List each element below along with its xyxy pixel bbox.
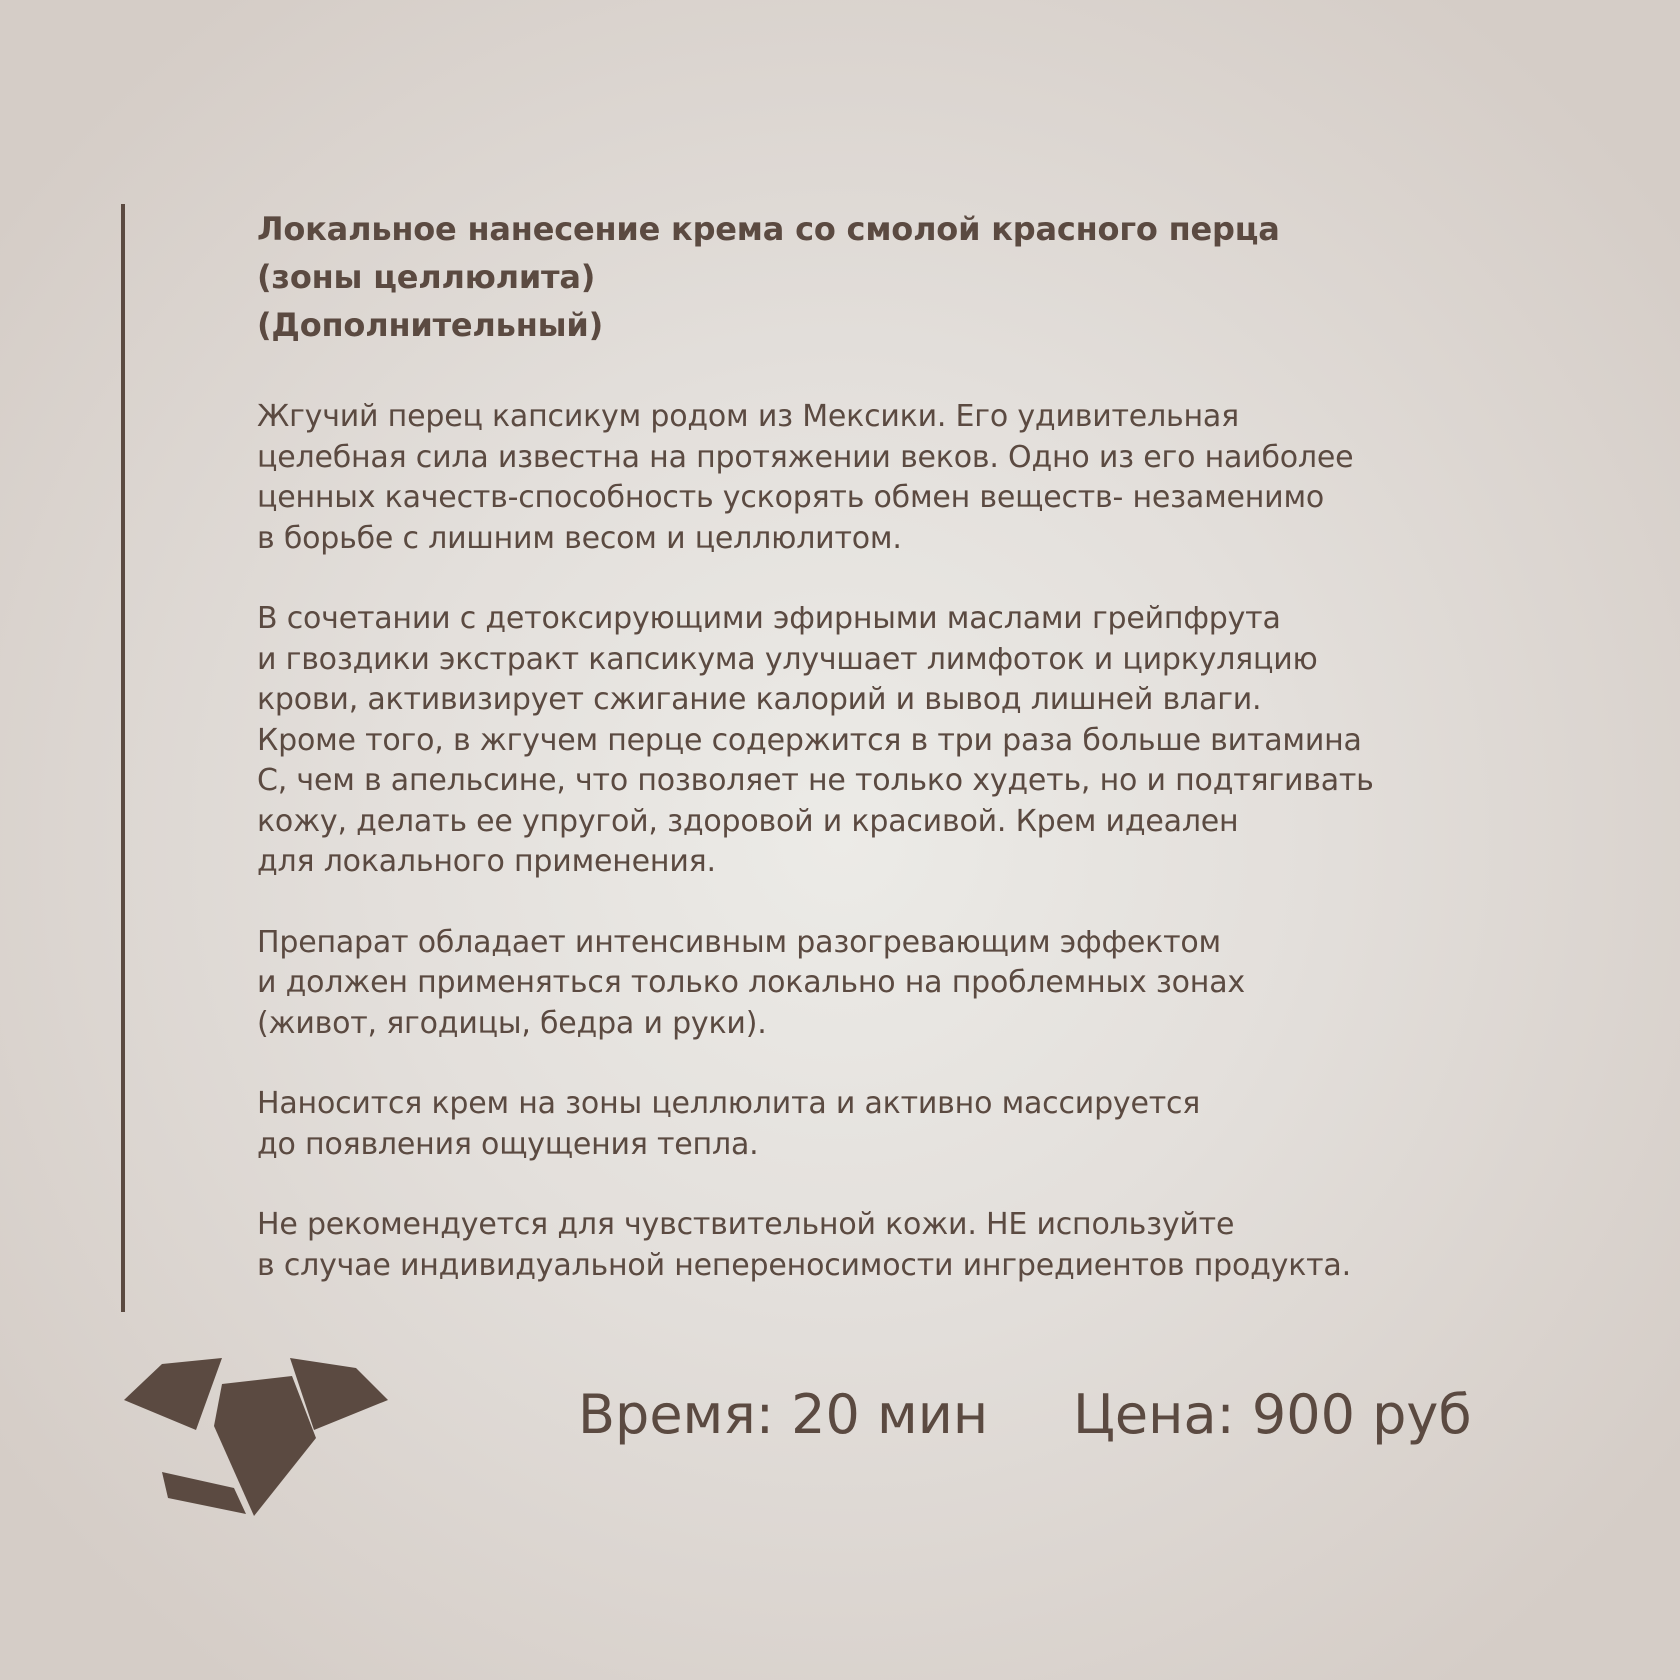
text-line: С, чем в апельсине, что позволяет не только худеть, но и подтягивать: [257, 763, 1374, 798]
service-price: Цена: 900 руб: [1073, 1383, 1472, 1446]
text-line: до появления ощущения тепла.: [257, 1126, 759, 1162]
logo-shard-bottom: [162, 1472, 246, 1514]
description-paragraph-origin: [257, 397, 1557, 559]
page-title: [257, 205, 1557, 349]
text-line: ценных качеств-способность ускорять обмен веществ- незаменимо: [257, 480, 1325, 515]
description-paragraph-benefits: [257, 599, 1557, 883]
text-line: Кроме того, в жгучем перце содержится в три раза больше витамина: [257, 722, 1362, 758]
title-line: (зоны целлюлита): [257, 258, 596, 296]
main-content: [257, 205, 1557, 1326]
title-line: Локальное нанесение крема со смолой красного перца: [257, 210, 1280, 248]
text-line: целебная сила известна на протяжении веков. Одно из его наиболее: [257, 439, 1354, 475]
text-line: кожу, делать ее упругой, здоровой и красивой. Крем идеален: [257, 803, 1239, 839]
text-line: крови, активизирует сжигание калорий и вывод лишней влаги.: [257, 682, 1262, 717]
text-line: Препарат обладает интенсивным разогревающим эффектом: [257, 924, 1221, 960]
brand-logo-icon: [124, 1358, 389, 1518]
description-paragraph-warning: [257, 1205, 1557, 1286]
text-line: В сочетании с детоксирующими эфирными маслами грейпфрута: [257, 601, 1281, 636]
text-line: (живот, ягодицы, бедра и руки).: [257, 1005, 767, 1041]
text-line: и должен применяться только локально на проблемных зонах: [257, 965, 1245, 1000]
title-line: (Дополнительный): [257, 306, 603, 344]
text-line: и гвоздики экстракт капсикума улучшает лимфоток и циркуляцию: [257, 641, 1318, 677]
text-line: Жгучий перец капсикум родом из Мексики. Его удивительная: [257, 399, 1239, 434]
text-line: в случае индивидуальной непереносимости ингредиентов продукта.: [257, 1247, 1351, 1283]
text-line: Наносится крем на зоны целлюлита и активно массируется: [257, 1086, 1201, 1121]
text-line: Не рекомендуется для чувствительной кожи. НЕ используйте: [257, 1207, 1235, 1242]
description: [257, 397, 1557, 1286]
vertical-accent-line: [121, 204, 125, 1312]
text-line: в борьбе с лишним весом и целлюлитом.: [257, 520, 902, 556]
logo-shard-left: [124, 1358, 222, 1430]
service-info: [578, 1380, 1598, 1450]
text-line: для локального применения.: [257, 844, 716, 879]
description-paragraph-application: [257, 1084, 1557, 1165]
service-time: Время: 20 мин: [578, 1383, 989, 1446]
description-paragraph-effect: [257, 923, 1557, 1045]
